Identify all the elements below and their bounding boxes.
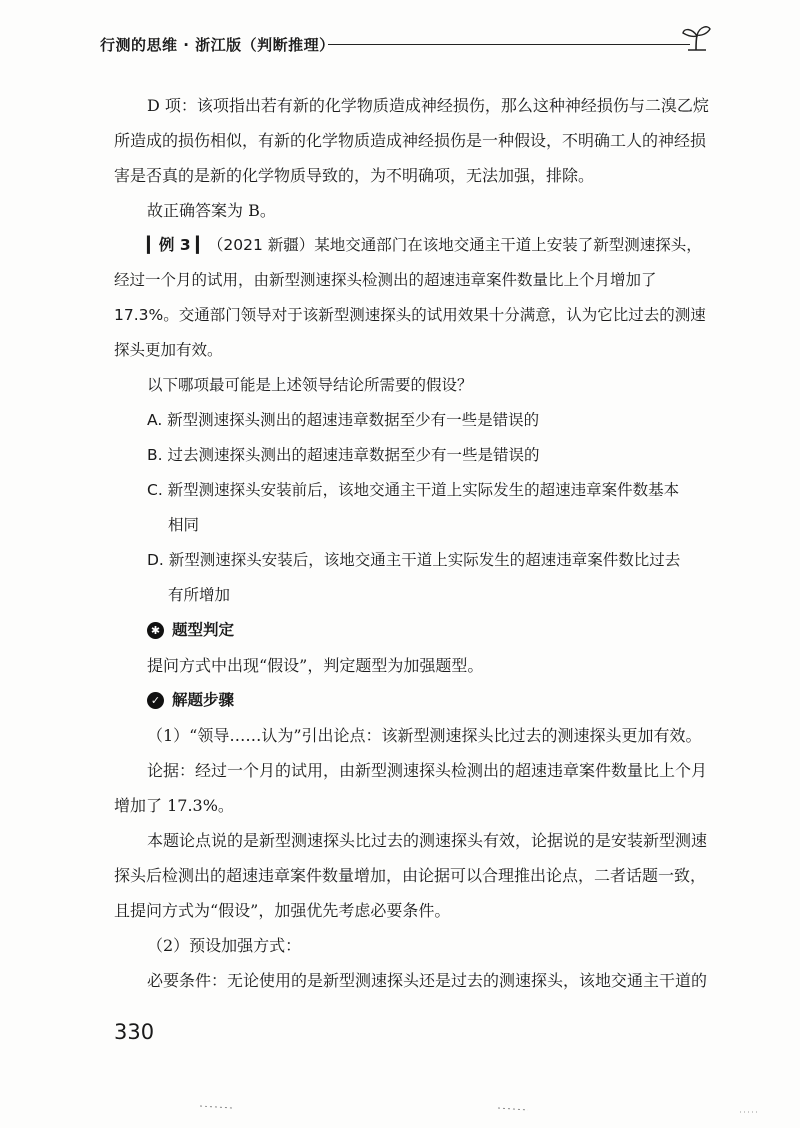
- sprout-icon: [678, 20, 714, 56]
- evidence-text: 论据：经过一个月的试用，由新型测速探头检测出的超速违章案件数量比上个月增加了 17.3%。: [114, 761, 708, 815]
- header-title: 行测的思维 · 浙江版（判断推理）: [100, 36, 335, 54]
- option-line1: B. 过去测速探头测出的超速违章数据至少有一些是错误的: [147, 446, 540, 464]
- example-question: [114, 228, 714, 368]
- section-steps-heading: [114, 683, 714, 718]
- option-line2: 相同: [168, 516, 200, 534]
- question-prompt: 以下哪项最可能是上述领导结论所需要的假设？: [147, 376, 473, 394]
- page-content: [114, 88, 714, 998]
- d-analysis: D 项：该项指出若有新的化学物质造成神经损伤，那么这种神经损伤与二溴乙烷所造成的损伤相似，有新的化学物质造成神经损伤是一种假设，不明确工人的神经损害是否真的是新的化学物质导致的，为不明确项，无法加强，排除。: [114, 96, 709, 185]
- example-tag: ▎例 3 ▎: [147, 236, 208, 254]
- lightbulb-icon: ✱: [147, 622, 164, 639]
- section-type-heading: [114, 613, 714, 648]
- option-d: [114, 543, 714, 613]
- section-title: 解题步骤: [172, 691, 235, 709]
- header-rule: [328, 44, 690, 45]
- section-title: 题型判定: [172, 621, 235, 639]
- page-header: [100, 28, 710, 62]
- analysis-text: 本题论点说的是新型测速探头比过去的测速探头有效，论据说的是安装新型测速探头后检测出的超速违章案件数量增加，由论据可以合理推出论点，二者话题一致，且提问方式为“假设”，加强优先考虑必要条件。: [114, 831, 708, 920]
- option-line1: D. 新型测速探头安装后，该地交通主干道上实际发生的超速违章案件数比过去: [147, 551, 681, 569]
- option-line1: C. 新型测速探头安装前后，该地交通主干道上实际发生的超速违章案件数基本: [147, 481, 680, 499]
- example-text: （2021 新疆）某地交通部门在该地交通主干道上安装了新型测速探头，经过一个月的试用，由新型测速探头检测出的超速违章案件数量比上个月增加了17.3%。交通部门领导对于该新型测速探头的试用效果十分满意，认为它比过去的测速探头更加有效。: [114, 236, 706, 359]
- option-line1: A. 新型测速探头测出的超速违章数据至少有一些是错误的: [147, 411, 540, 429]
- necessary-condition-text: 必要条件：无论使用的是新型测速探头还是过去的测速探头，该地交通主干道的: [147, 971, 708, 990]
- step2-text: （2）预设加强方式：: [147, 936, 302, 955]
- option-line2: 有所增加: [168, 586, 231, 604]
- page-number: 330: [114, 1020, 155, 1044]
- option-a: [114, 403, 714, 438]
- option-b: [114, 438, 714, 473]
- section-type-text: 提问方式中出现“假设”，判定题型为加强题型。: [147, 656, 484, 675]
- answer-line: 故正确答案为 B。: [147, 201, 276, 220]
- option-c: [114, 473, 714, 543]
- scan-artifacts: [0, 1088, 800, 1128]
- key-icon: ✓: [147, 692, 164, 709]
- step1-text: （1）“领导……认为”引出论点：该新型测速探头比过去的测速探头更加有效。: [147, 726, 702, 745]
